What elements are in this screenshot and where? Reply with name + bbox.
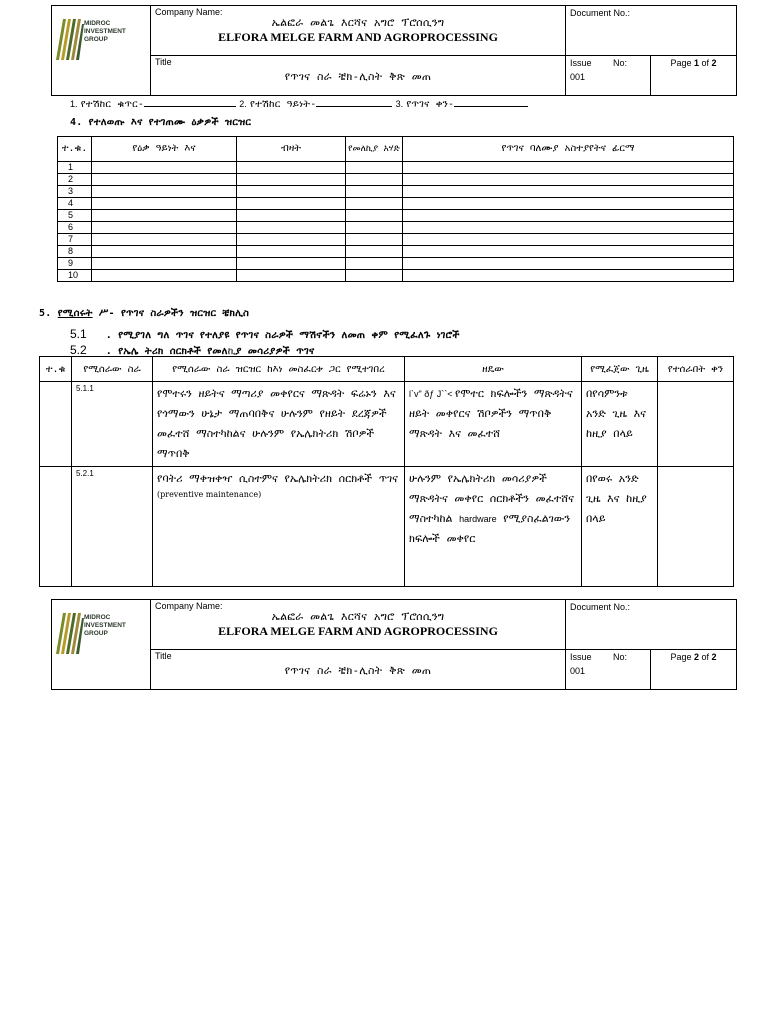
company-logo: MIDROC INVESTMENT GROUP: [52, 600, 151, 690]
issue-value: 001: [570, 72, 586, 82]
issue-no-label: Issue No:: [570, 58, 628, 68]
document-title: የጥገና ስራ ቼክ-ሊስት ቅጽ መጠ: [284, 664, 432, 677]
maintenance-date-field[interactable]: [454, 106, 528, 107]
col-number: ተ.ቁ: [40, 357, 72, 382]
task-detail: የሞተሩን ዘይትና ማጣሪያ መቀየርና ማጽዳት ፍሬኑን እና የጎማውን ሁኔታ ማጠባበቅና ሁሉንም የዘይት ደረጃዎች መፈተሸ ማስተካከልና ሁሉንም የኤሌክትሪክ ሽቦዎች ማጥበቅ: [153, 382, 405, 467]
midroc-logo-icon: [54, 610, 84, 656]
table-row: 7: [58, 234, 734, 246]
col-quantity: ብዛት: [237, 137, 346, 162]
col-item-type: የዕቃ ዓይነት እና: [92, 137, 237, 162]
col-task: የሚሰራው ስራ: [72, 357, 153, 382]
form-fields-row: 1. የተሽከር ቁጥር- 2. የተሽከር ዓይነት- 3. የጥገና ቀን-: [70, 99, 528, 110]
company-logo: MIDROC INVESTMENT GROUP: [52, 6, 151, 96]
issue-value: 001: [570, 666, 586, 676]
table-row: 6: [58, 222, 734, 234]
col-number: ተ.ቁ.: [58, 137, 92, 162]
table-row: 9: [58, 258, 734, 270]
col-task-detail: የሚሰራው ስራ ዝርዝር ከእነ መስፈርቱ ጋር የሚተገበረ: [153, 357, 405, 382]
document-header-page-2: [51, 599, 737, 690]
company-name-amharic: ኤልፎራ መልጌ እርሻና አግሮ ፕሮሰሲንግ: [271, 610, 445, 623]
col-method: ዘዴው: [405, 357, 582, 382]
table-row: 3: [58, 186, 734, 198]
table-row: 4: [58, 198, 734, 210]
section-5-heading: 5. የሚሰሩት ሥ- የጥገና ስራዎችን ዝርዝር ቼክሊስ: [39, 308, 250, 319]
table-row: 10: [58, 270, 734, 282]
company-name-amharic: ኤልፎራ መልጌ እርሻና አግሮ ፕሮሰሲንግ: [271, 16, 445, 29]
company-name-english: ELFORA MELGE FARM AND AGROPROCESSING: [218, 624, 498, 638]
task-method: ሁሉንም የኤሌክትሪክ መሳሪያዎች ማጽዳትና መቀየር ሰርክቶችን መፈተሸና ማስተካከል hardware የሚያስፈልገውን ክፍሎች መቀየር: [405, 467, 582, 587]
document-header: [51, 5, 737, 96]
vehicle-type-field[interactable]: [316, 106, 392, 107]
task-method: l`v" ðƒ J``< የሞተር ክፍሎችን ማጽዳትና ዘይት መቀየርና ሽቦዎችን ማጥበቅ ማጽዳት እና መፈተሸ: [405, 382, 582, 467]
table-row: 2: [58, 174, 734, 186]
title-label: Title: [155, 651, 172, 661]
page-number: Page 1 of 2: [670, 58, 717, 68]
issue-no-label: Issue No:: [570, 652, 628, 662]
document-no-label: Document No.:: [570, 602, 631, 612]
checklist-table: [39, 356, 734, 587]
table-row: 1: [58, 162, 734, 174]
col-remarks: የጥገና ባለሙያ አስተያየትና ፊርማ: [403, 137, 734, 162]
task-date-done[interactable]: [658, 467, 734, 587]
title-label: Title: [155, 57, 172, 67]
table-row: 8: [58, 246, 734, 258]
col-date-done: የተሰራበት ቀን: [658, 357, 734, 382]
task-duration: በየሳምንቱ አንድ ጊዜ እና ከዚያ በላይ: [582, 382, 658, 467]
task-date-done[interactable]: [658, 382, 734, 467]
vehicle-type-label: የተሽከር ዓይነት-: [250, 99, 317, 110]
section-5-2: 5.2 . የኤሌ ትሪክ ሰርክቶች የመለኪያ መሳሪያዎች ጥገና: [70, 343, 315, 357]
document-title: የጥገና ስራ ቼክ-ሊስት ቅጽ መጠ: [284, 70, 432, 83]
section-5-1: 5.1 . የሚያገለ ግለ ጥገና የተለያዩ የጥገና ስራዎች ማሽኖችን ለመጠ ቀም የሚፈለጉ ነገሮች: [70, 327, 460, 341]
page-number: Page 2 of 2: [670, 652, 717, 662]
maintenance-date-label: የጥገና ቀን-: [406, 99, 455, 110]
parts-table: [57, 136, 734, 282]
midroc-logo-icon: [54, 16, 84, 62]
company-name-label: Company Name:: [155, 601, 223, 611]
table-row: 5: [58, 210, 734, 222]
col-duration: የሚፈጀው ጊዜ: [582, 357, 658, 382]
col-unit: የመለኪያ አሃድ: [346, 137, 403, 162]
table-row: 5.1.1 የሞተሩን ዘይትና ማጣሪያ መቀየርና ማጽዳት ፍሬኑን እና የጎማውን ሁኔታ ማጠባበቅና ሁሉንም የዘይት ደረጃዎች መፈተሸ ማስተካከልና ሁሉንም የኤሌክትሪክ ሽቦዎች ማጥበቅ l`v" ðƒ J``< የሞተር ክፍሎችን ማጽዳትና ዘይት መቀየርና ሽቦዎችን ማጥበቅ ማጽዳት እና መፈተሸ በየሳምንቱ አንድ ጊዜ እና ከዚያ በላይ: [40, 382, 734, 467]
vehicle-number-label: የተሽከር ቁጥር-: [80, 99, 145, 110]
table-row: 5.2.1 የባትሪ ማቀዝቀዣ ሲስተምና የኤሌክትሪክ ሰርክቶች ጥገና (preventive maintenance) ሁሉንም የኤሌክትሪክ መሳሪያዎች ማጽዳትና መቀየር ሰርክቶችን መፈተሸና ማስተካከል hardware የሚያስፈልገውን ክፍሎች መቀየር በየወሩ አንድ ጊዜ እና ከዚያ በላይ: [40, 467, 734, 587]
vehicle-number-field[interactable]: [144, 106, 236, 107]
company-name-label: Company Name:: [155, 7, 223, 17]
task-detail: የባትሪ ማቀዝቀዣ ሲስተምና የኤሌክትሪክ ሰርክቶች ጥገና (preventive maintenance): [153, 467, 405, 587]
task-duration: በየወሩ አንድ ጊዜ እና ከዚያ በላይ: [582, 467, 658, 587]
parts-list-heading: 4. የተለወጡ እና የተገጠሙ ዕቃዎች ዝርዝር: [70, 117, 252, 128]
company-name-english: ELFORA MELGE FARM AND AGROPROCESSING: [218, 30, 498, 44]
document-no-label: Document No.:: [570, 8, 631, 18]
